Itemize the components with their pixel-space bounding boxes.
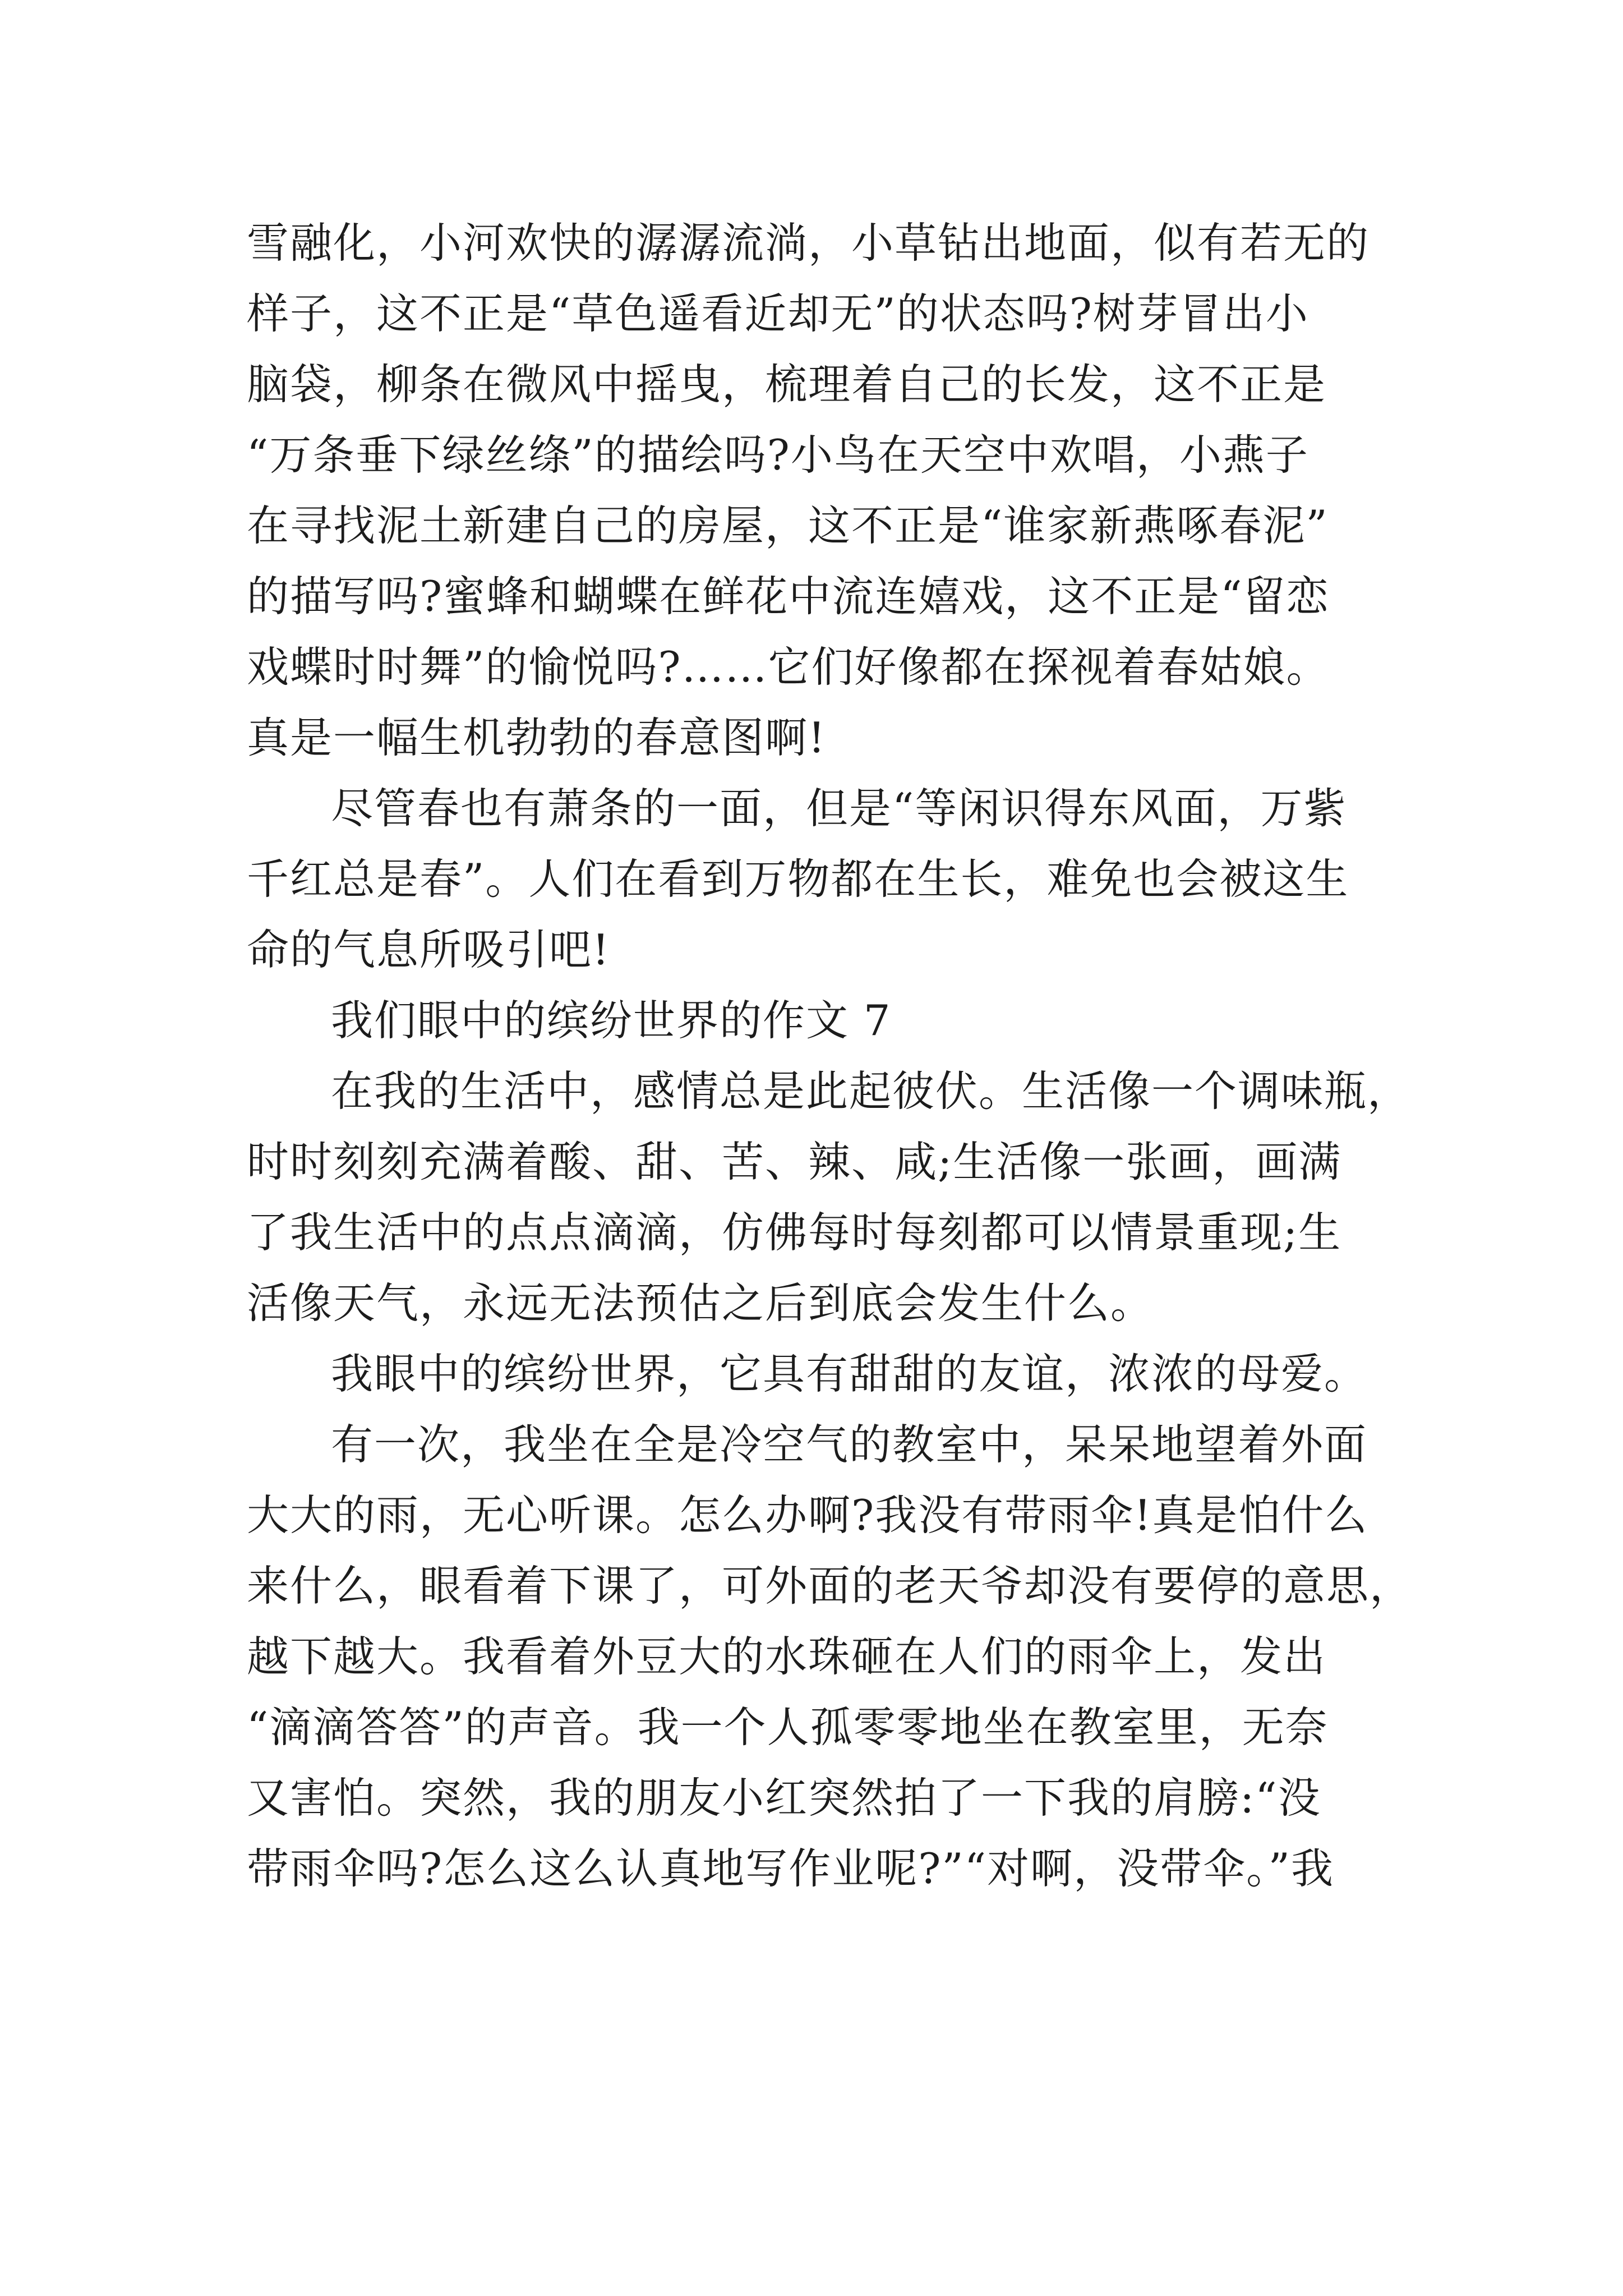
text-line: 的描写吗?蜜蜂和蝴蝶在鲜花中流连嬉戏，这不正是“留恋 (247, 572, 1330, 621)
text-line: 越下越大。我看着外豆大的水珠砸在人们的雨伞上，发出 (247, 1632, 1327, 1681)
text-line: 时时刻刻充满着酸、甜、苦、辣、咸;生活像一张画，画满 (247, 1137, 1342, 1186)
text-line: 来什么，眼看着下课了，可外面的老天爷却没有要停的意思， (247, 1561, 1413, 1611)
text-line: 雪融化，小河欢快的潺潺流淌，小草钻出地面，似有若无的 (247, 218, 1370, 268)
text-line: 戏蝶时时舞”的愉悦吗?……它们好像都在探视着春姑娘。 (247, 642, 1330, 692)
text-line: 真是一幅生机勃勃的春意图啊! (247, 713, 827, 762)
text-line: 了我生活中的点点滴滴，仿佛每时每刻都可以情景重现;生 (247, 1208, 1342, 1257)
text-line: 样子，这不正是“草色遥看近却无”的状态吗?树芽冒出小 (247, 289, 1309, 338)
text-line: 千红总是春”。人们在看到万物都在生长，难免也会被这生 (247, 854, 1349, 904)
document-page (247, 208, 1413, 1904)
text-line: 命的气息所吸引吧! (247, 925, 611, 974)
text-line: “万条垂下绿丝绦”的描绘吗?小鸟在天空中欢唱，小燕子 (247, 430, 1309, 480)
text-line: 活像天气，永远无法预估之后到底会发生什么。 (247, 1278, 1154, 1328)
text-line: 脑袋，柳条在微风中摇曳，梳理着自己的长发，这不正是 (247, 360, 1327, 409)
paragraph-start-line: 我眼中的缤纷世界，它具有甜甜的友谊，浓浓的母爱。 (331, 1349, 1368, 1398)
text-line: 在寻找泥土新建自己的房屋，这不正是“谁家新燕啄春泥” (247, 501, 1329, 550)
text-line: “滴滴答答”的声音。我一个人孤零零地坐在教室里，无奈 (247, 1703, 1329, 1752)
text-line: 带雨伞吗?怎么这么认真地写作业呢?”“对啊，没带伞。”我 (247, 1844, 1334, 1893)
paragraph-start-line: 在我的生活中，感情总是此起彼伏。生活像一个调味瓶， (331, 1066, 1411, 1116)
text-line: 大大的雨，无心听课。怎么办啊?我没有带雨伞!真是怕什么 (247, 1490, 1368, 1540)
section-heading: 我们眼中的缤纷世界的作文 7 (331, 996, 892, 1045)
text-line: 又害怕。突然，我的朋友小红突然拍了一下我的肩膀:“没 (247, 1773, 1321, 1823)
paragraph-start-line: 有一次，我坐在全是冷空气的教室中，呆呆地望着外面 (331, 1420, 1368, 1469)
paragraph-start-line: 尽管春也有萧条的一面，但是“等闲识得东风面，万紫 (331, 784, 1347, 833)
